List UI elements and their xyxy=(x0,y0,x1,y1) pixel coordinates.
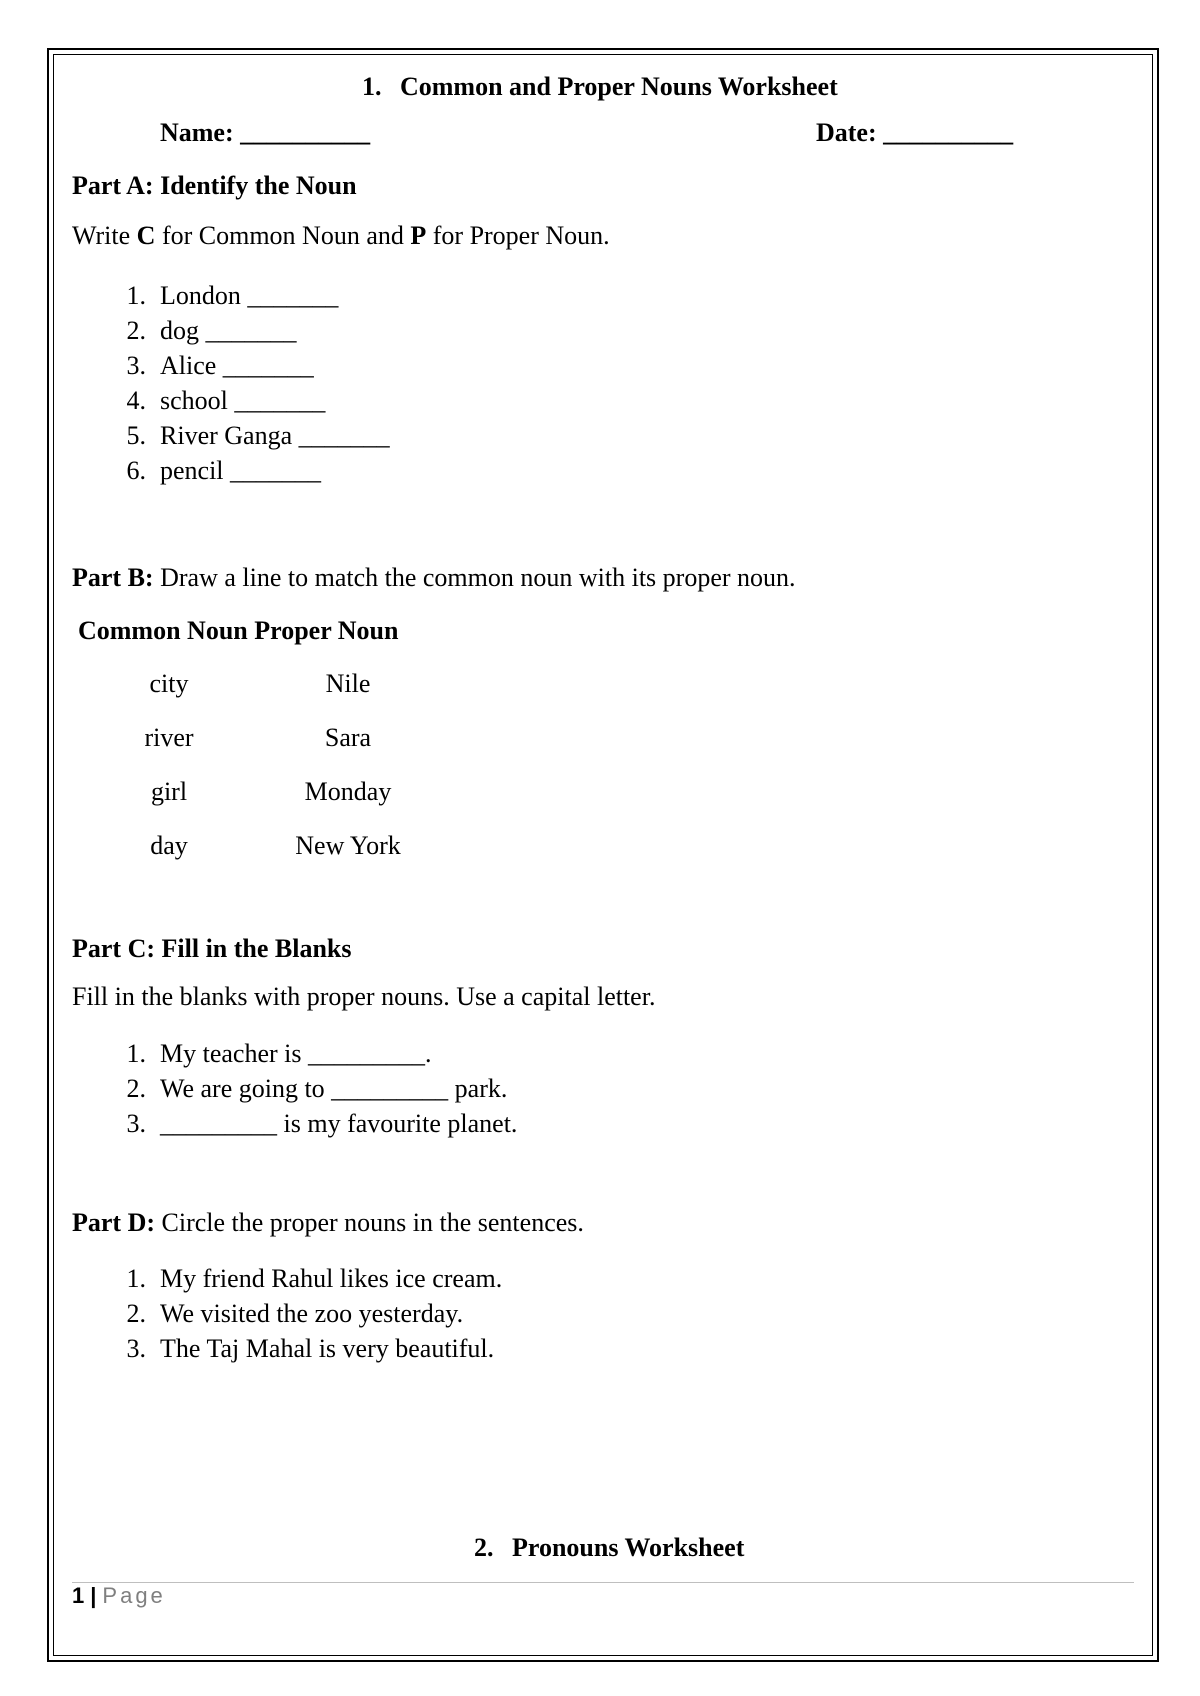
item-number: 1. xyxy=(126,1039,146,1068)
item-text: We visited the zoo yesterday. xyxy=(160,1299,464,1328)
part-b-text: Draw a line to match the common noun with its proper noun. xyxy=(153,563,796,592)
page-number: 1 xyxy=(72,1583,85,1608)
date-field[interactable] xyxy=(816,118,1013,148)
name-label: Name: xyxy=(160,118,234,147)
page-label: Page xyxy=(102,1583,166,1608)
item-number: 3. xyxy=(126,1109,146,1138)
item-number: 1. xyxy=(126,281,146,310)
name-field[interactable] xyxy=(160,118,370,148)
item-text: My friend Rahul likes ice cream. xyxy=(160,1264,503,1293)
part-c-instruction: Fill in the blanks with proper nouns. Use a capital letter. xyxy=(72,982,656,1011)
list-item xyxy=(100,1331,502,1366)
list-item xyxy=(100,418,390,453)
item-text: River Ganga _______ xyxy=(160,421,390,450)
item-text: The Taj Mahal is very beautiful. xyxy=(160,1334,495,1363)
item-number: 5. xyxy=(126,421,146,450)
proper-noun-item[interactable]: Monday xyxy=(304,777,392,806)
part-a-instr-c: C xyxy=(136,221,156,250)
worksheet-title-text: Common and Proper Nouns Worksheet xyxy=(400,72,838,101)
item-number: 2. xyxy=(126,1074,146,1103)
part-a-instr-post: for Proper Noun. xyxy=(426,221,610,250)
item-text: dog _______ xyxy=(160,316,297,345)
part-a-instr-p: P xyxy=(410,221,427,250)
part-c-heading: Part C: Fill in the Blanks xyxy=(72,934,352,963)
worksheet-title-number: 1. xyxy=(362,72,382,101)
date-blank: __________ xyxy=(883,118,1014,147)
item-number: 2. xyxy=(126,316,146,345)
part-b-instruction xyxy=(72,563,796,593)
part-a-instr-mid: for Common Noun and xyxy=(155,221,411,250)
part-a-instr-pre: Write xyxy=(72,221,137,250)
item-number: 6. xyxy=(126,456,146,485)
item-number: 3. xyxy=(126,351,146,380)
item-text: Alice _______ xyxy=(160,351,314,380)
common-noun-item[interactable]: river xyxy=(144,723,194,752)
proper-noun-item[interactable]: Nile xyxy=(325,669,371,698)
common-noun-column xyxy=(89,666,249,882)
list-item xyxy=(100,278,390,313)
common-noun-item[interactable]: girl xyxy=(150,777,188,806)
list-item xyxy=(100,313,390,348)
item-text: London _______ xyxy=(160,281,339,310)
worksheet-2-number: 2. xyxy=(474,1533,494,1562)
proper-noun-column xyxy=(268,666,428,882)
item-number: 3. xyxy=(126,1334,146,1363)
part-b-label: Part B: xyxy=(72,563,154,592)
part-b-column-headers: Common Noun Proper Noun xyxy=(78,616,399,645)
part-c-list xyxy=(100,1036,517,1141)
list-item xyxy=(100,1071,517,1106)
part-d-instruction xyxy=(72,1208,584,1238)
worksheet-2-text: Pronouns Worksheet xyxy=(512,1533,745,1562)
page-footer xyxy=(72,1583,166,1609)
common-noun-item[interactable]: day xyxy=(150,831,188,860)
item-number: 2. xyxy=(126,1299,146,1328)
list-item xyxy=(100,1296,502,1331)
item-number: 4. xyxy=(126,386,146,415)
part-a-instruction xyxy=(72,221,610,251)
item-text: school _______ xyxy=(160,386,326,415)
item-text: _________ is my favourite planet. xyxy=(160,1109,518,1138)
list-item xyxy=(100,348,390,383)
list-item xyxy=(100,453,390,488)
list-item xyxy=(100,1261,502,1296)
item-number: 1. xyxy=(126,1264,146,1293)
part-d-text: Circle the proper nouns in the sentences. xyxy=(155,1208,584,1237)
part-d-label: Part D: xyxy=(72,1208,156,1237)
item-text: My teacher is _________. xyxy=(160,1039,432,1068)
footer-divider xyxy=(72,1582,1134,1583)
date-label: Date: xyxy=(816,118,877,147)
list-item xyxy=(100,1036,517,1071)
item-text: pencil _______ xyxy=(160,456,322,485)
part-d-list xyxy=(100,1261,502,1366)
list-item xyxy=(100,1106,517,1141)
part-a-list xyxy=(100,278,390,488)
worksheet-title xyxy=(362,72,838,102)
list-item xyxy=(100,383,390,418)
worksheet-2-title xyxy=(474,1533,744,1563)
name-blank: __________ xyxy=(240,118,371,147)
item-text: We are going to _________ park. xyxy=(160,1074,508,1103)
proper-noun-item[interactable]: New York xyxy=(295,831,401,860)
footer-separator: | xyxy=(90,1583,97,1608)
proper-noun-item[interactable]: Sara xyxy=(324,723,372,752)
part-a-heading: Part A: Identify the Noun xyxy=(72,171,357,200)
common-noun-item[interactable]: city xyxy=(149,669,189,698)
